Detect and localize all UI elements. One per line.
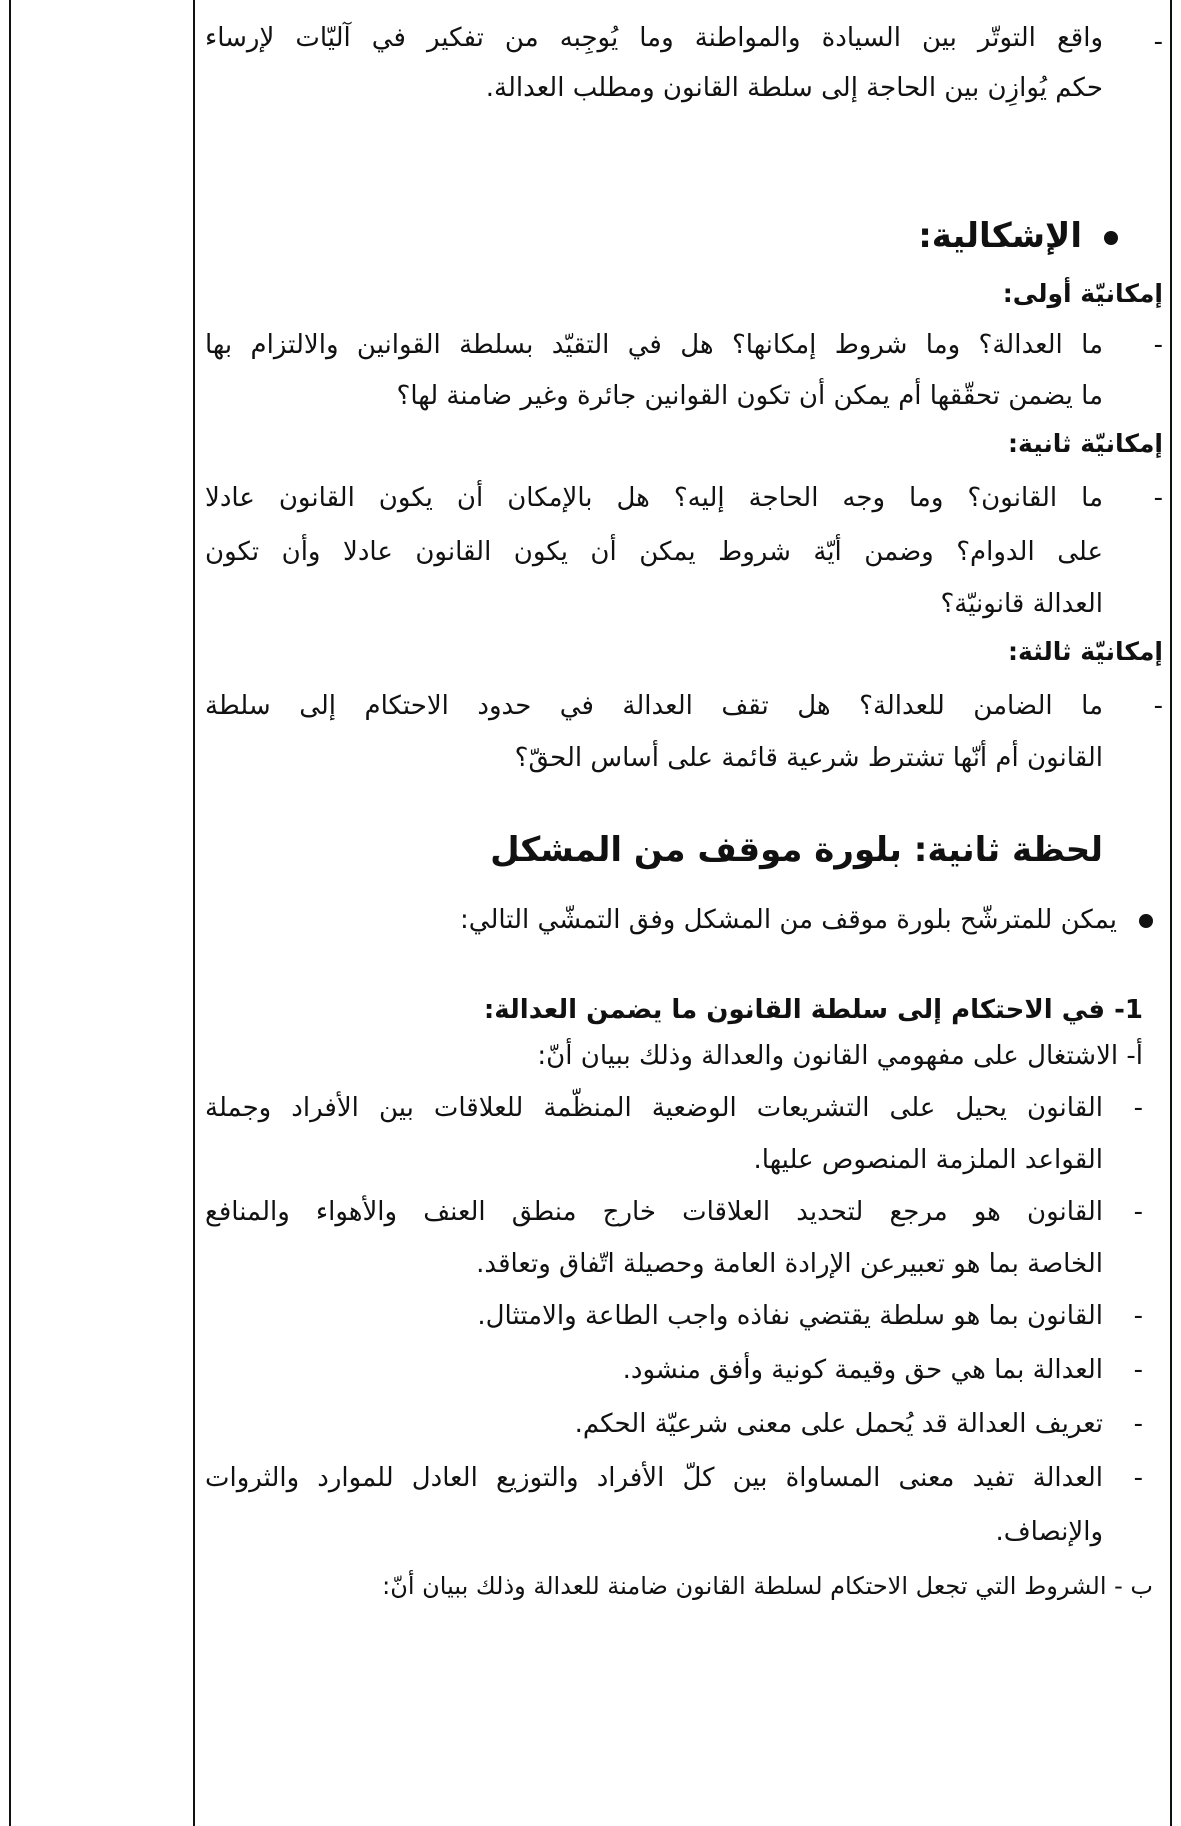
intro-text-2: حكم يُوازِن بين الحاجة إلى سلطة القانون ومطلب العدالة. [485,73,1103,103]
possibility-2-line-1: ما القانون؟ وما وجه الحاجة إليه؟ هل بالإمكان أن يكون القانون عادلا [205,483,1103,513]
dash: - [1133,1197,1143,1227]
dash: - [1133,1463,1143,1493]
dash: - [1153,483,1163,513]
intro-text-1: واقع التوتّر بين السيادة والمواطنة وما يُوجِبه من تفكير في آليّات لإرساء [205,23,1103,53]
bullet-line: يمكن للمترشّح بلورة موقف من المشكل وفق التمشّي التالي: [205,900,1153,940]
bullet-icon [1139,914,1153,928]
possibility-3-line-1: ما الضامن للعدالة؟ هل تقف العدالة في حدود الاحتكام إلى سلطة [205,691,1103,721]
item-6-line-2: والإنصاف. [995,1517,1103,1547]
dash: - [1153,330,1163,360]
possibility-2-line-2: على الدوام؟ وضمن أيّة شروط يمكن أن يكون القانون عادلا وأن تكون [205,537,1103,567]
dash: - [1133,1409,1143,1439]
possibility-3-line-2: القانون أم أنّها تشترط شرعية قائمة على أساس الحقّ؟ [514,743,1103,773]
sub-a-heading: أ- الاشتغال على مفهومي القانون والعدالة وذلك ببيان أنّ: [537,1041,1143,1071]
item-4: العدالة بما هي حق وقيمة كونية وأفق منشود. [622,1355,1103,1385]
dash: - [1153,691,1163,721]
possibility-3-title: إمكانيّة ثالثة: [1008,637,1163,666]
item-2-line-2: الخاصة بما هو تعبيرعن الإرادة العامة وحصيلة اتّفاق وتعاقد. [476,1249,1103,1279]
column-divider [193,0,195,1826]
item-3: القانون بما هو سلطة يقتضي نفاذه واجب الطاعة والامتثال. [477,1301,1103,1331]
possibility-1-title: إمكانيّة أولى: [1002,279,1163,308]
problematic-heading: الإشكالية: [205,216,1118,256]
possibility-1-line-1: ما العدالة؟ وما شروط إمكانها؟ هل في التقيّد بسلطة القوانين والالتزام بها [205,330,1103,360]
section-1-heading: 1- في الاحتكام إلى سلطة القانون ما يضمن العدالة: [483,995,1143,1025]
dash: - [1133,1301,1143,1331]
possibility-2-line-3: العدالة قانونيّة؟ [940,589,1103,619]
moment-2-heading: لحظة ثانية: بلورة موقف من المشكل [490,830,1103,870]
possibility-1-line-2: ما يضمن تحقّقها أم يمكن أن تكون القوانين جائرة وغير ضامنة لها؟ [396,381,1103,411]
item-1-line-2: القواعد الملزمة المنصوص عليها. [753,1145,1103,1175]
sub-b-heading: ب - الشروط التي تجعل الاحتكام لسلطة القانون ضامنة للعدالة وذلك ببيان أنّ: [382,1572,1153,1600]
dash: - [1133,1093,1143,1123]
item-1-line-1: القانون يحيل على التشريعات الوضعية المنظّمة للعلاقات بين الأفراد وجملة [205,1093,1103,1123]
item-2-line-1: القانون هو مرجع لتحديد العلاقات خارج منطق العنف والأهواء والمنافع [205,1197,1103,1227]
dash: - [1133,1355,1143,1385]
bullet-icon [1104,231,1118,245]
item-5: تعريف العدالة قد يُحمل على معنى شرعيّة الحكم. [574,1409,1103,1439]
possibility-2-title: إمكانيّة ثانية: [1008,429,1163,458]
item-6-line-1: العدالة تفيد معنى المساواة بين كلّ الأفراد والتوزيع العادل للموارد والثروات [205,1463,1103,1493]
